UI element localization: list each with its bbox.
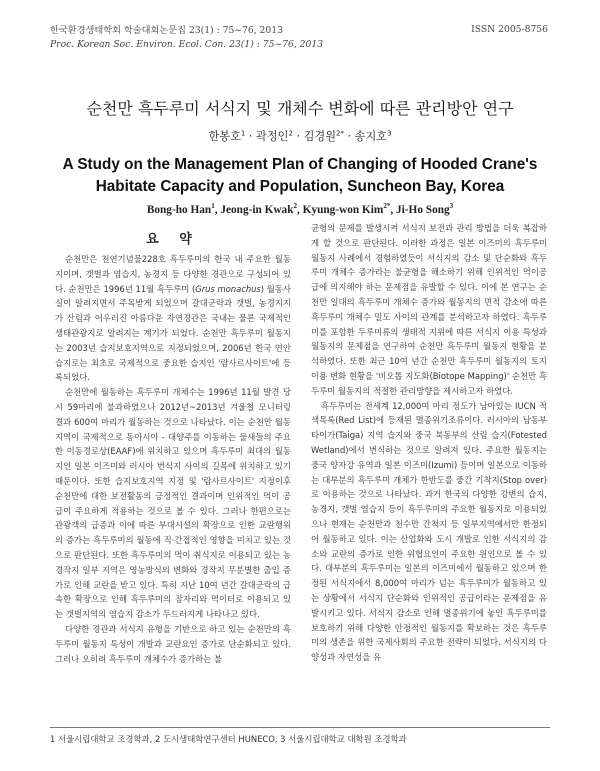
author-separator: , — [390, 204, 396, 216]
author-name: 곽정인 — [256, 130, 289, 143]
footnote-divider — [50, 727, 550, 728]
abstract-left-column — [55, 252, 291, 666]
abstract-paragraph: 균형의 문제를 발생시켜 서식지 보전과 관리 방법을 더욱 복잡하게 할 것으로 판단된다. 이러한 과정은 일본 이즈미의 흑두루미 월동지 사례에서 경험하였듯이 서식지의 감소 및 단순화와 흑두루미 개체수 증가라는 불균형을 해소하기 위해 인위적인 먹이공급에 의지해야 하는 문제점을 유발할 수 있다. 이에 본 연구는 순천만 일대의 흑두루미 개체수 증가와 월동지의 면적 감소에 따른 흑두루미 개체수 밀도 사이의 관계를 분석하고자 하였다. 흑두루미를 포함한 두루미류의 생태적 지위에 따른 서식지 이용 특성과 월동지의 문제점을 연구하여 순천만 흑두루미 월동지 현황을 분석하였다. 또한 최근 10여 년간 순천만 흑두루미 월동지의 토지이용 변화 현황을 '비오톱 지도화(Biotope Mapping)' 순천만 흑두루미 월동지의 적절한 관리방향을 제시하고자 하였다. — [311, 223, 547, 396]
author-name: Jeong-in Kwak — [220, 204, 294, 216]
title-korean: 순천만 흑두루미 서식지 및 개체수 변화에 따른 관리방안 연구 — [86, 99, 514, 118]
journal-citation — [50, 24, 323, 52]
paragraph-text: 다양한 경관과 서식지 유형을 기반으로 하고 있는 순천만의 흑두루미 월동지 특성이 개발과 교란요인 증가로 단순화되고 있다. 그러나 오히려 흑두루미 개체수가 증가하는 불 — [55, 623, 291, 664]
author-affiliation-mark: 2* — [336, 129, 344, 138]
abstract-paragraph: 흑두루미는 전세계 12,000여 마리 정도가 남아있는 IUCN 적색목록(Red List)에 등재된 멸종위기조류이다. 러시아의 남동부 타이가(Taiga) 지역 습지와 중국 북동부의 산림 습지(Fotested Wetland)에서 번식하는 것으로 알려져 있다. 주요한 월동지는 중국 양자강 유역과 일본 이즈미(Izumi) 등이며 일본으로 이동하는 대부분의 흑두루미 개체가 한반도를 중간 기착지(Stop over)로 이용하는 것으로 나타났다. 과거 한국의 다양한 강변의 습지, 농경지, 갯벌 염습지 등이 흑두루미의 주요한 월동지로 이용되었으나 현재는 순천만과 천수만 간척지 등 일부지역에서만 한정되어 월동하고 있다. 이는 산업화와 도시 개발로 인한 서식지의 감소와 교란의 증가로 인한 위협요인이 주요한 원인으로 볼 수 있다. 대부분의 흑두루미는 일본의 이즈미에서 월동하고 있으며 한정된 서식지에서 8,000여 마리가 넘는 흑두루미가 월동하고 있는 상황에서 서식지 단순화와 인위적인 공급이라는 문제점을 유발시키고 있다. 서식지 감소로 인해 멸종위기에 놓인 흑두루미를 보호하기 위해 다양한 안정적인 월동지를 확보하는 것은 흑두루미의 생존을 위한 국제사회의 주요한 전략이 되었다. 서식지의 다양성과 자연성을 유 — [311, 400, 547, 663]
affiliations-footnote: 1 서울시립대학교 조경학과, 2 도시생태학연구센터 HUNECO, 3 서울시립대학교 대학원 조경학과 — [50, 734, 407, 744]
author-name: 한봉호 — [208, 130, 241, 143]
author-separator: , — [214, 204, 221, 216]
abstract-paragraph — [55, 385, 291, 622]
author-affiliation-mark: 1 — [211, 202, 215, 211]
paragraph-text: 순천만에 월동하는 흑두루미 개체수는 1996년 11월 발견 당시 59마리에 불과하였으나 2012년~2013년 겨울철 모니터링 결과 600여 마리가 월동하는 것으로 나타났다. 이는 순천만 월동지역이 국제적으로 동아시아 - 대양주를 이동하는 물새들의 주요한 이동경로상(EAAF)에 위치하고 있으며 흑두루미 최대의 월동지인 일본 이즈미와 러시아 번식지 사이의 길목에 위치하고 있기 때문이다. 또한 습지보호지역 지정 및 '람사르사이트' 지정이후 순천만에 대한 보전활동의 긍정적인 결과이며 인위적인 먹이 공급이 주요하게 적용하는 것으로 볼 수 있다. 그러나 한편으로는 관광객의 급증과 이에 따른 부대시설의 확장으로 인한 교란행위의 증가는 흑두루미의 월동에 직·간접적인 영향을 미치고 있는 것으로 판단된다. 또한 흑두루미의 먹이 취식지로 이용되고 있는 농경작지 일부 지역은 영농방식의 변화와 경작지 무분별한 출입 증가로 인해 교란을 받고 있다. 특히 지난 10여 년간 갈대군락의 급속한 확장으로 인해 흑두루미의 잠자리와 먹이터로 이용되고 있는 갯벌지역의 염습지 감소가 두드러지게 나타나고 있다. — [55, 387, 291, 620]
author-affiliation-mark: 2 — [288, 129, 293, 138]
authors-korean — [0, 128, 600, 144]
title-english: A Study on the Management Plan of Changing of Hooded Crane's Habitate Capacity and Population, Suncheon Bay, Korea — [62, 156, 538, 195]
species-name: Grus monachus — [195, 283, 261, 294]
author-separator: , — [297, 204, 303, 216]
paragraph-text: 순천만은 천연기념물228호 흑두루미의 한국 내 주요한 월동지이며, 갯벌과 염습지, 농경지 등 다양한 경관으로 구성되어 있다. 순천만은 1996년 11월 흑두루미 ( — [55, 254, 291, 294]
author-affiliation-mark: 1 — [240, 129, 246, 138]
abstract-paragraph — [55, 252, 291, 385]
author-separator: · — [292, 130, 304, 143]
author-separator: · — [245, 130, 257, 143]
abstract-paragraph — [55, 622, 291, 666]
journal-citation-en: Proc. Korean Soc. Environ. Ecol. Con. 23(1) : 75~76, 2013 — [50, 39, 324, 50]
author-name: 김경원 — [303, 130, 336, 143]
author-name: 송지호 — [354, 130, 388, 143]
author-affiliation-mark: 2* — [383, 202, 391, 211]
author-name: Bong-ho Han — [146, 204, 212, 216]
author-affiliation-mark: 2 — [293, 202, 297, 211]
author-name: Ji-Ho Song — [395, 204, 450, 216]
abstract-heading: 요 약 — [146, 232, 200, 247]
paragraph-text: ) 월동사실이 알려지면서 주목받게 되었으며 갈대군락과 갯벌, 농경지지가 산림과 어우러진 아름다운 자연경관은 국내는 물론 국제적인 생태관광지로 알려지는 계기가 되었다. 순천만 흑두루미 월동지는 2003년 습지보호지역으로 지정되었으며, 2006년 한국 연안습지로는 최초로 국제적으로 중요한 습지인 '람사르사이트'에 등록되었다. — [55, 283, 291, 383]
author-separator: · — [343, 130, 355, 143]
authors-english — [0, 204, 600, 216]
author-name: Kyung-won Kim — [302, 204, 384, 216]
author-affiliation-mark: 3 — [449, 202, 454, 211]
author-affiliation-mark: 3 — [387, 129, 392, 138]
journal-citation-ko: 한국환경생태학회 학술대회논문집 23(1) : 75~76, 2013 — [50, 25, 283, 36]
abstract-right-column — [311, 221, 547, 665]
issn: ISSN 2005-8756 — [471, 24, 548, 35]
